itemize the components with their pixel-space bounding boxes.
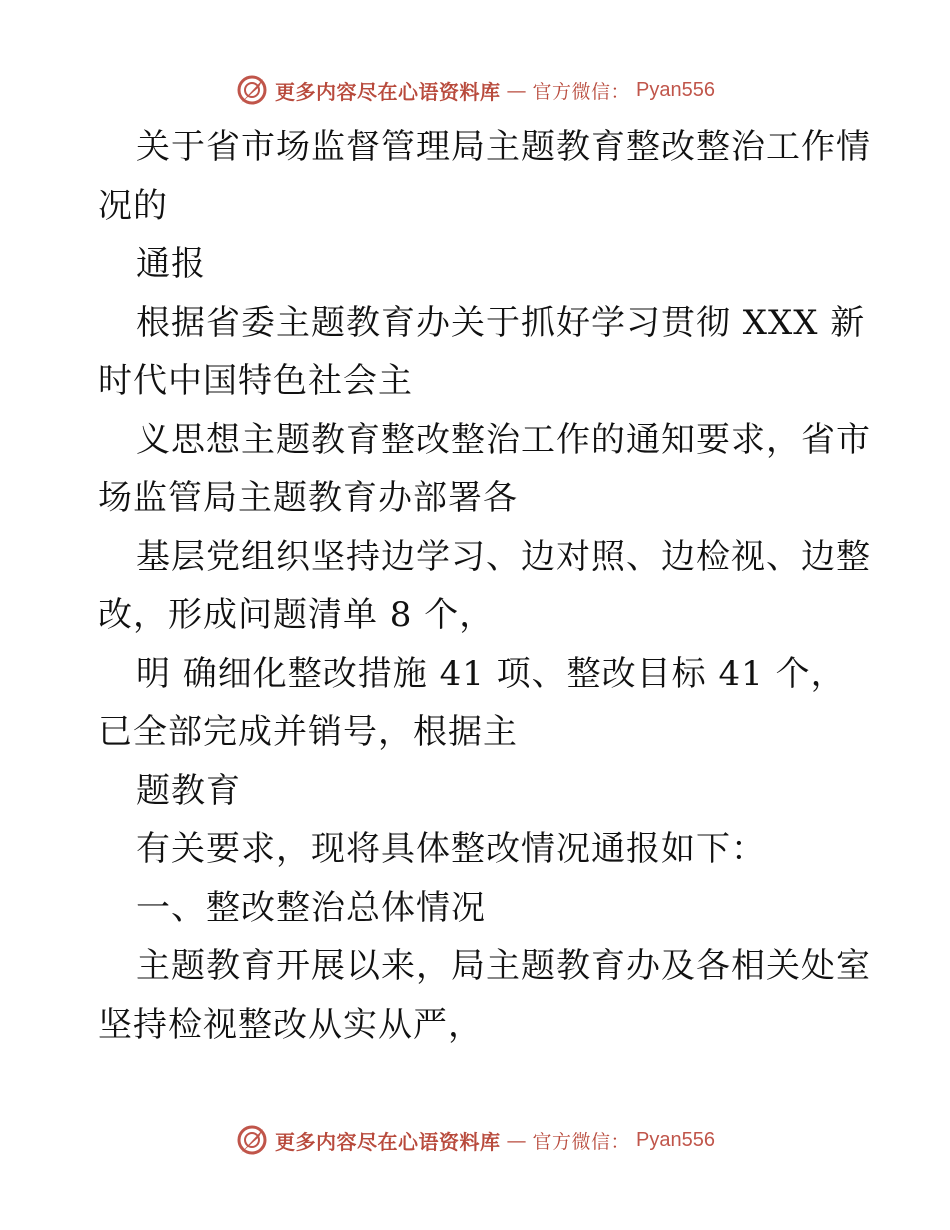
doc-line: 根据省委主题教育办关于抓好学习贯彻 XXX 新 (136, 302, 866, 343)
doc-line: 主题教育开展以来，局主题教育办及各相关处室 (136, 946, 871, 986)
doc-line: 场监管局主题教育办部署各 (98, 478, 518, 518)
doc-line: 况的 (98, 185, 168, 226)
watermark-contact-id: Pyan556 (636, 1128, 715, 1151)
doc-line: 已全部完成并销号，根据主 (98, 712, 518, 752)
section-heading: 一、整改整治总体情况 (136, 887, 486, 928)
doc-line: 义思想主题教育整改整治工作的通知要求，省市 (136, 419, 871, 460)
doc-line: 改，形成问题清单 8 个， (98, 595, 495, 635)
quill-pen-icon (235, 73, 269, 107)
watermark-contact-label: 官方微信： (532, 1130, 631, 1153)
watermark-site-text: 更多内容尽在心语资料库 (275, 79, 501, 104)
watermark-separator: — (506, 1128, 527, 1152)
doc-line: 时代中国特色社会主 (98, 361, 413, 401)
doc-line: 基层党组织坚持边学习、边对照、边检视、边整 (136, 536, 871, 577)
doc-line: 明 确细化整改措施 41 项、整改目标 41 个， (136, 653, 846, 694)
doc-line: 坚持检视整改从实从严， (98, 1004, 483, 1045)
footer-watermark (0, 1120, 950, 1160)
doc-line: 有关要求，现将具体整改情况通报如下： (136, 829, 766, 869)
doc-line: 题教育 (136, 770, 241, 811)
document-body (98, 118, 871, 1054)
quill-pen-icon (235, 1123, 269, 1157)
watermark-contact-label: 官方微信： (532, 80, 631, 103)
watermark-site-text: 更多内容尽在心语资料库 (275, 1129, 501, 1154)
watermark-separator: — (506, 78, 527, 102)
watermark-contact-id: Pyan556 (636, 78, 715, 101)
header-watermark (0, 70, 950, 110)
doc-line: 关于省市场监督管理局主题教育整改整治工作情 (136, 127, 871, 167)
doc-line: 通报 (136, 244, 206, 284)
